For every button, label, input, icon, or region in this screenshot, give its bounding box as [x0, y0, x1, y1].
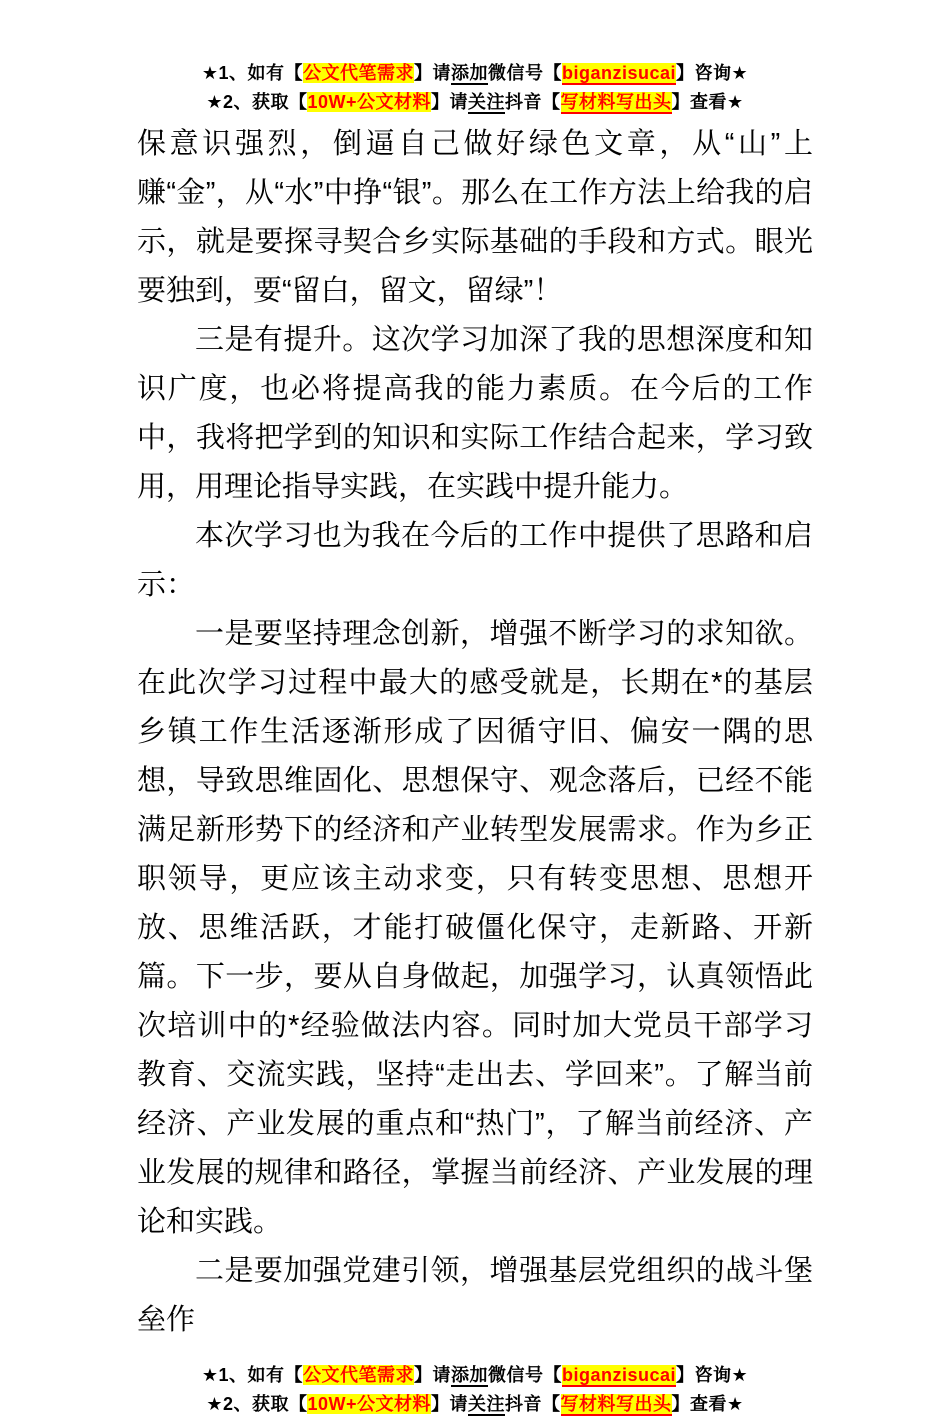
wechat-id-highlight: biganzisucai [561, 63, 677, 83]
footer-notice-line-1 [0, 1361, 950, 1390]
materials-highlight: 10W+公文材料 [307, 92, 432, 112]
paragraph: 本次学习也为我在今后的工作中提供了思路和启示： [137, 520, 813, 601]
notice-text: ★1、如有【 [201, 63, 303, 83]
header-notice-line-2 [0, 88, 950, 117]
notice-text: 】查看★ [671, 1394, 744, 1414]
paragraph: 三是有提升。这次学习加深了我的思想深度和知识广度，也必将提高我的能力素质。在今后的工作中，我将把学到的知识和实际工作结合起来，学习致用，用理论指导实践，在实践中提升能力。 [137, 324, 813, 503]
notice-text: 】查看★ [671, 92, 744, 112]
notice-text: 抖音【 [505, 1394, 561, 1414]
footer-notice-line-2 [0, 1390, 950, 1419]
douyin-account-highlight: 写材料写出头 [560, 92, 672, 112]
header-notice-line-1 [0, 59, 950, 88]
notice-text: 微信号【 [487, 1365, 562, 1385]
notice-text: 】请 [431, 92, 469, 112]
document-body [137, 120, 813, 1345]
notice-text: 】请 [413, 1365, 451, 1385]
materials-highlight: 10W+公文材料 [307, 1394, 432, 1414]
notice-text: ★1、如有【 [201, 1365, 303, 1385]
ghostwriting-need-highlight: 公文代笔需求 [302, 63, 414, 83]
wechat-id-highlight: biganzisucai [561, 1365, 677, 1385]
notice-text: 抖音【 [505, 92, 561, 112]
paragraph: 二是要加强党建引领，增强基层党组织的战斗堡垒作 [137, 1255, 813, 1336]
notice-text: 微信号【 [487, 63, 562, 83]
notice-text: 】咨询★ [676, 1365, 749, 1385]
follow-action-underline: 关注 [468, 92, 506, 112]
add-action-underline: 添加 [450, 1365, 488, 1385]
paragraph: 一是要坚持理念创新，增强不断学习的求知欲。在此次学习过程中最大的感受就是，长期在*的基层乡镇工作生活逐渐形成了因循守旧、偏安一隅的思想，导致思维固化、思想保守、观念落后，已经不能满足新形势下的经济和产业转型发展需求。作为乡正职领导，更应该主动求变，只有转变思想、思想开放、思维活跃，才能打破僵化保守，走新路、开新篇。下一步，要从自身做起，加强学习，认真领悟此次培训中的*经验做法内容。同时加大党员干部学习教育、交流实践，坚持“走出去、学回来”。了解当前经济、产业发展的重点和“热门”，了解当前经济、产业发展的规律和路径，掌握当前经济、产业发展的理论和实践。 [137, 618, 813, 1238]
notice-text: 】请 [431, 1394, 469, 1414]
follow-action-underline: 关注 [468, 1394, 506, 1414]
notice-text: ★2、获取【 [206, 92, 308, 112]
header-notice [0, 0, 950, 117]
paragraph-continuation: 保意识强烈，倒逼自己做好绿色文章，从“山”上赚“金”，从“水”中挣“银”。那么在工作方法上给我的启示，就是要探寻契合乡实际基础的手段和方式。眼光要独到，要“留白，留文，留绿”！ [137, 128, 813, 307]
add-action-underline: 添加 [450, 63, 488, 83]
footer-notice [0, 1361, 950, 1419]
notice-text: 】咨询★ [676, 63, 749, 83]
notice-text: 】请 [413, 63, 451, 83]
ghostwriting-need-highlight: 公文代笔需求 [302, 1365, 414, 1385]
notice-text: ★2、获取【 [206, 1394, 308, 1414]
douyin-account-highlight: 写材料写出头 [560, 1394, 672, 1414]
